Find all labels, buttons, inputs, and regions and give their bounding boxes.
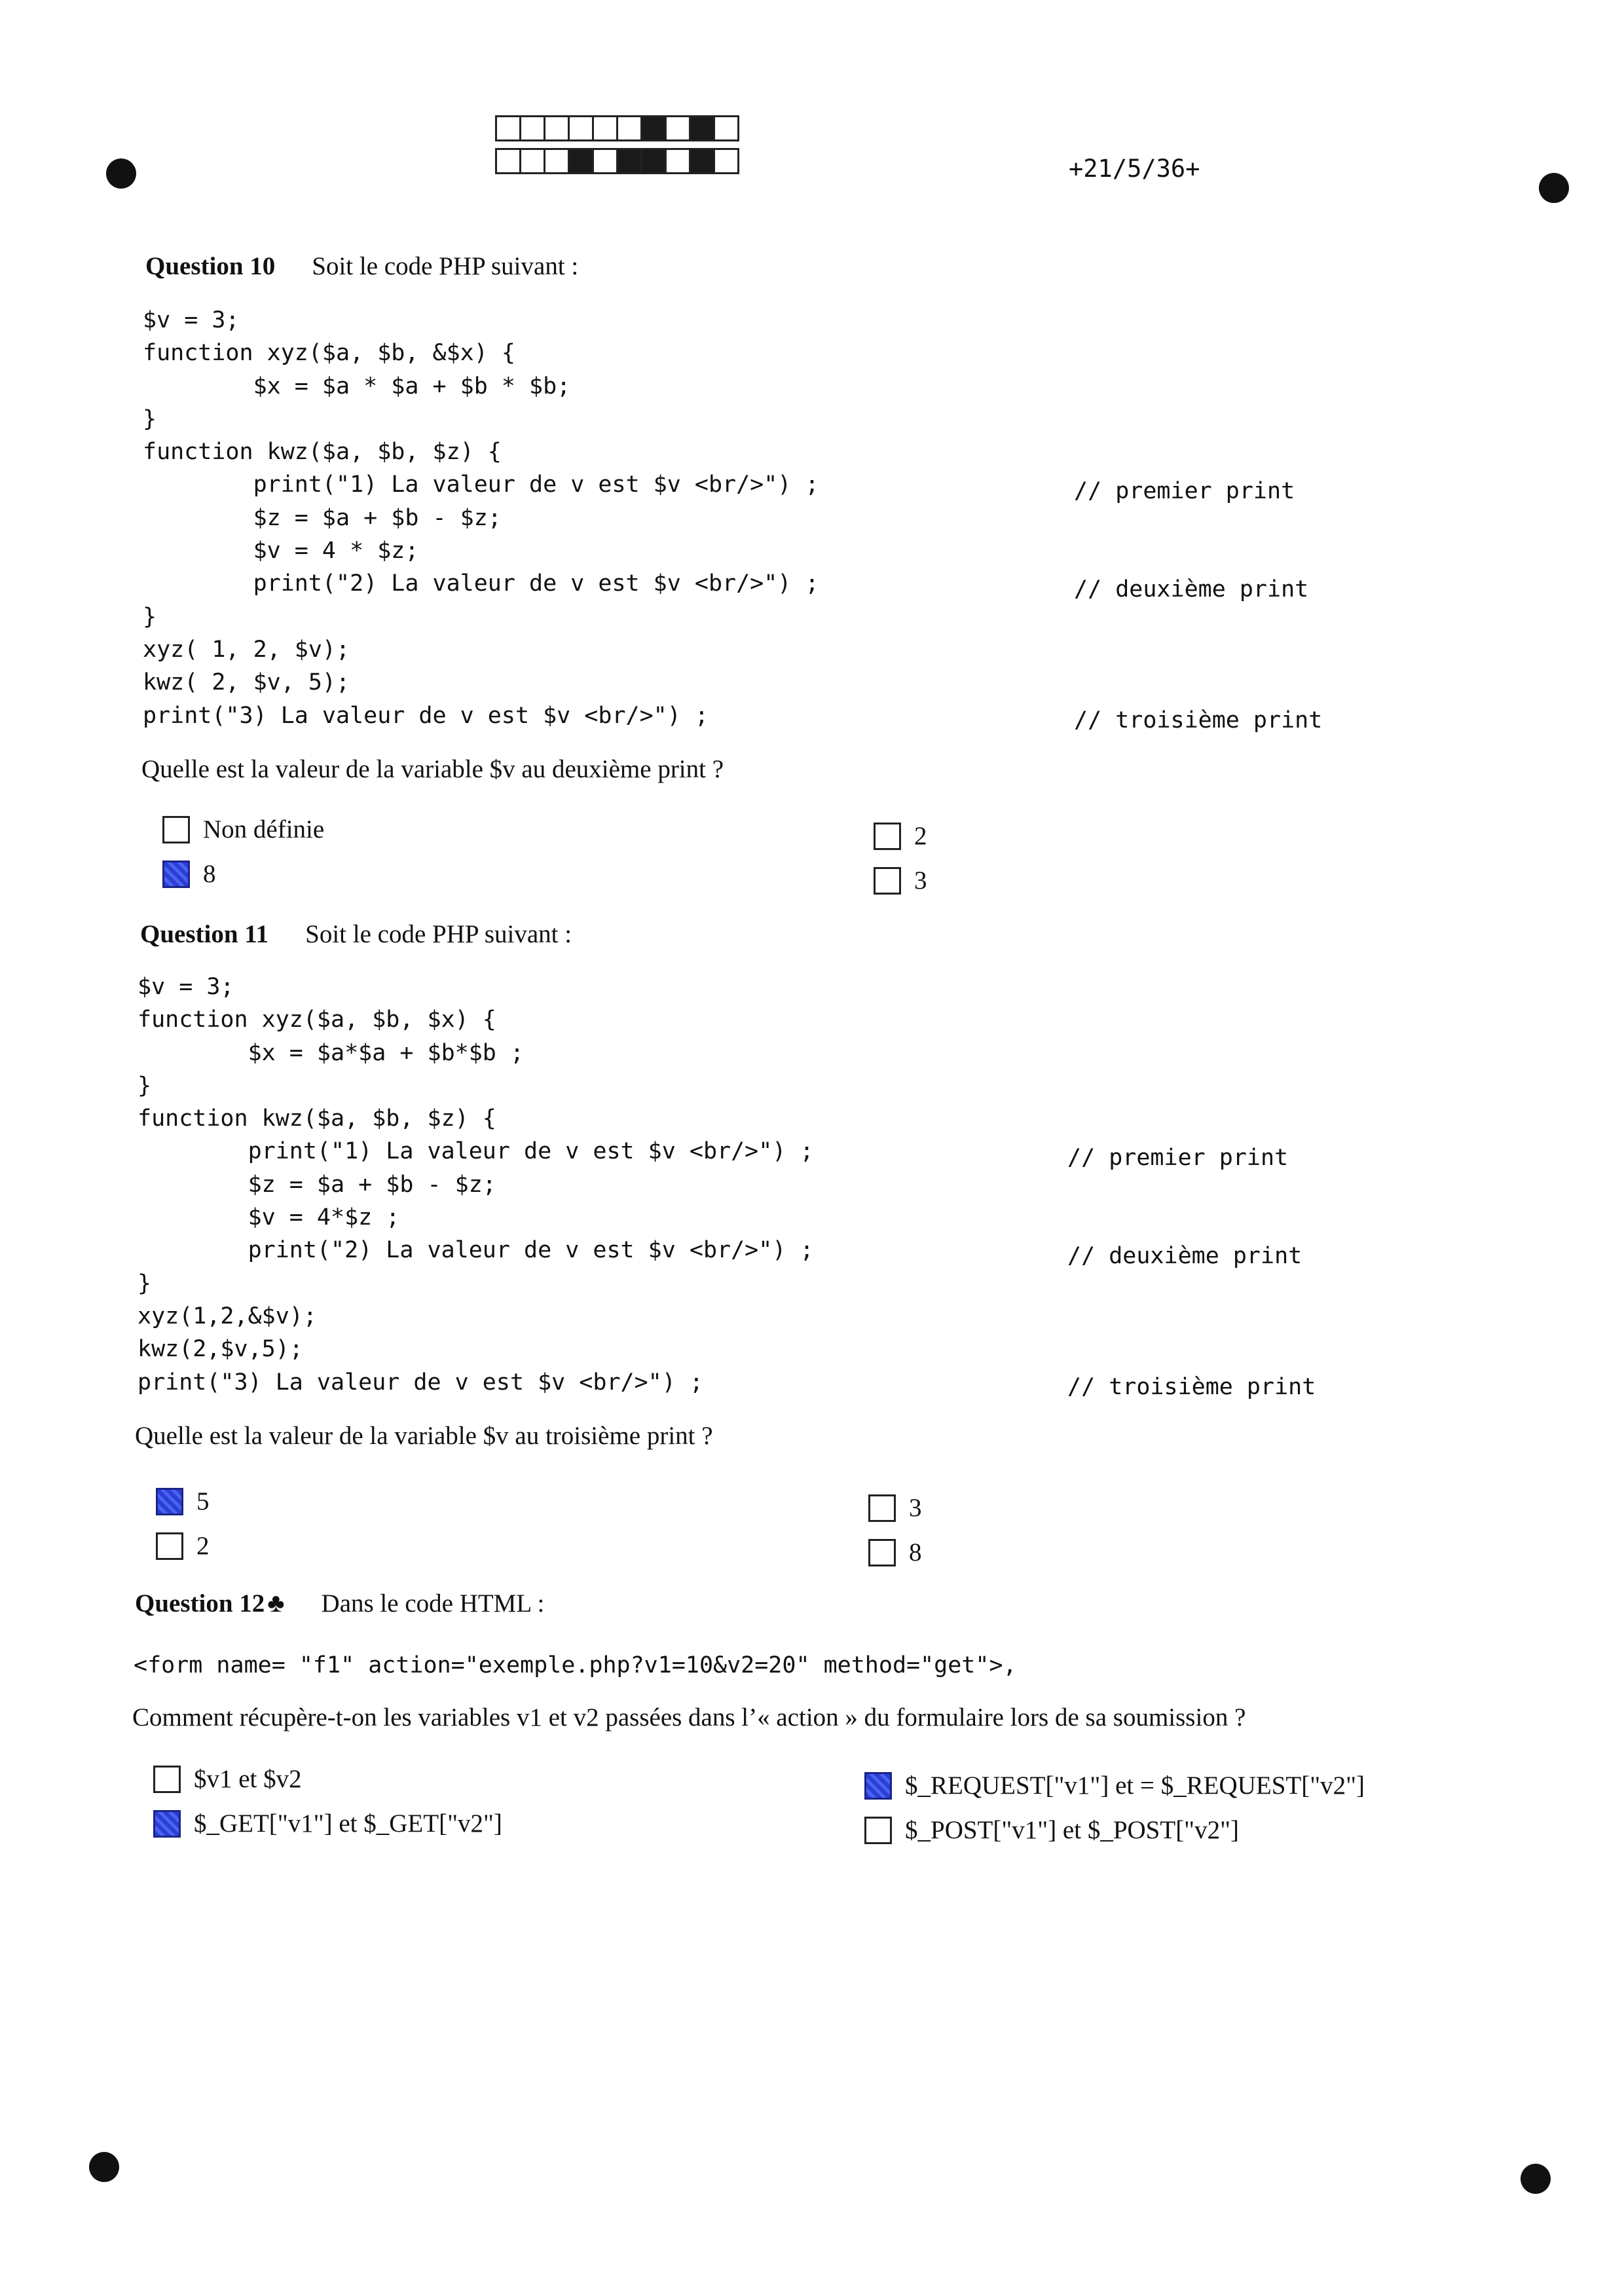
option-label: 3 [914, 866, 927, 895]
checkbox[interactable] [162, 816, 190, 843]
q11-option-3[interactable] [868, 1493, 922, 1523]
page-id: +21/5/36+ [1069, 155, 1200, 183]
question-10-prompt: Quelle est la valeur de la variable $v au deuxième print ? [141, 755, 724, 783]
option-label: 8 [909, 1538, 922, 1566]
option-label: 5 [196, 1487, 210, 1515]
question-12-prompt: Comment récupère-t-on les variables v1 et v2 passées dans l’« action » du formulaire lors de sa soumission ? [132, 1703, 1246, 1731]
checkbox[interactable] [156, 1532, 183, 1560]
checkbox[interactable] [874, 867, 901, 895]
q11-option-5[interactable] [156, 1487, 210, 1516]
barcode-cell [689, 148, 715, 174]
q11-option-2[interactable] [156, 1531, 210, 1561]
q10-option-3[interactable] [874, 866, 927, 895]
barcode-cell [640, 148, 667, 174]
barcode-cell [519, 148, 545, 174]
barcode-cell [665, 148, 691, 174]
question-12-code: <form name= "f1" action="exemple.php?v1=10&v2=20" method="get">, [134, 1652, 1017, 1678]
question-intro: Dans le code HTML : [321, 1589, 545, 1618]
barcode-cell [544, 148, 570, 174]
barcode-cell [495, 115, 521, 141]
registration-mark-bottom-right [1521, 2164, 1551, 2194]
comment-premier-print: // premier print [1067, 1145, 1289, 1171]
barcode-cell [616, 148, 642, 174]
barcode-cell [713, 115, 739, 141]
q12-option-request[interactable] [864, 1771, 1365, 1800]
checkbox[interactable] [864, 1817, 892, 1844]
registration-mark-bottom-left [89, 2152, 119, 2182]
barcode-row-2 [495, 148, 737, 174]
checkbox[interactable] [153, 1766, 181, 1793]
option-label: 2 [196, 1532, 210, 1560]
question-intro: Soit le code PHP suivant : [305, 920, 572, 948]
checkbox[interactable] [868, 1494, 896, 1522]
q12-option-v1-v2[interactable] [153, 1764, 302, 1794]
option-label: Non définie [203, 815, 325, 843]
registration-mark-top-left [106, 158, 136, 189]
question-number-wrap [135, 1589, 285, 1618]
comment-troisieme-print: // troisième print [1067, 1374, 1316, 1400]
q12-option-get[interactable] [153, 1809, 502, 1838]
barcode-cell [713, 148, 739, 174]
barcode-cell [568, 115, 594, 141]
checkbox[interactable] [864, 1772, 892, 1800]
comment-premier-print: // premier print [1074, 478, 1295, 504]
checkbox[interactable] [153, 1810, 181, 1838]
barcode-cell [519, 115, 545, 141]
q10-option-2[interactable] [874, 821, 927, 851]
option-label: $_POST["v1"] et $_POST["v2"] [905, 1816, 1240, 1844]
barcode-cell [592, 148, 618, 174]
option-label: 3 [909, 1494, 922, 1522]
registration-mark-top-right [1539, 173, 1569, 203]
q10-option-non-definie[interactable] [162, 815, 324, 844]
option-label: 8 [203, 860, 216, 888]
option-label: $_REQUEST["v1"] et = $_REQUEST["v2"] [905, 1771, 1365, 1800]
question-number: Question 12 [135, 1589, 265, 1618]
checkbox[interactable] [162, 861, 190, 888]
question-10-header [145, 251, 578, 281]
barcode-cell [544, 115, 570, 141]
comment-deuxieme-print: // deuxième print [1067, 1243, 1302, 1269]
barcode-cell [640, 115, 667, 141]
question-intro: Soit le code PHP suivant : [312, 252, 579, 280]
checkbox[interactable] [156, 1488, 183, 1515]
barcode-cell [665, 115, 691, 141]
barcode-cell [568, 148, 594, 174]
question-11-header [140, 919, 572, 949]
question-10-code: $v = 3; function xyz($a, $b, &$x) { $x = $a * $a + $b * $b; } function kwz($a, $b, $z) { print("1) La valeur de v est $v <br/>") ; $z = $a + $b - $z; $v = 4 * $z; print("2) La valeur de v est $v <br/>") ; } xyz( 1, 2, $v); kwz( 2, $v, 5); print("3) La valeur de v est $v <br/>") ; [143, 307, 819, 729]
comment-deuxieme-print: // deuxième print [1074, 576, 1309, 602]
q10-option-8[interactable] [162, 859, 216, 889]
option-label: $v1 et $v2 [194, 1765, 302, 1793]
barcode-cell [495, 148, 521, 174]
q12-option-post[interactable] [864, 1815, 1239, 1845]
checkbox[interactable] [868, 1539, 896, 1566]
barcode-cell [689, 115, 715, 141]
barcode-cell [592, 115, 618, 141]
question-11-code: $v = 3; function xyz($a, $b, $x) { $x = $a*$a + $b*$b ; } function kwz($a, $b, $z) { print("1) La valeur de v est $v <br/>") ; $z = $a + $b - $z; $v = 4*$z ; print("2) La valeur de v est $v <br/>") ; } xyz(1,2,&$v); kwz(2,$v,5); print("3) La valeur de v est $v <br/>") ; [138, 974, 814, 1396]
question-12-header [135, 1587, 544, 1618]
question-11-prompt: Quelle est la valeur de la variable $v au troisième print ? [135, 1422, 713, 1450]
q11-option-8[interactable] [868, 1538, 922, 1567]
barcode-row-1 [495, 115, 737, 141]
question-number: Question 10 [145, 252, 276, 280]
barcode-cell [616, 115, 642, 141]
club-icon: ♣ [267, 1588, 285, 1618]
option-label: $_GET["v1"] et $_GET["v2"] [194, 1809, 502, 1838]
checkbox[interactable] [874, 823, 901, 850]
question-number: Question 11 [140, 920, 269, 948]
option-label: 2 [914, 822, 927, 850]
comment-troisieme-print: // troisième print [1074, 707, 1323, 733]
